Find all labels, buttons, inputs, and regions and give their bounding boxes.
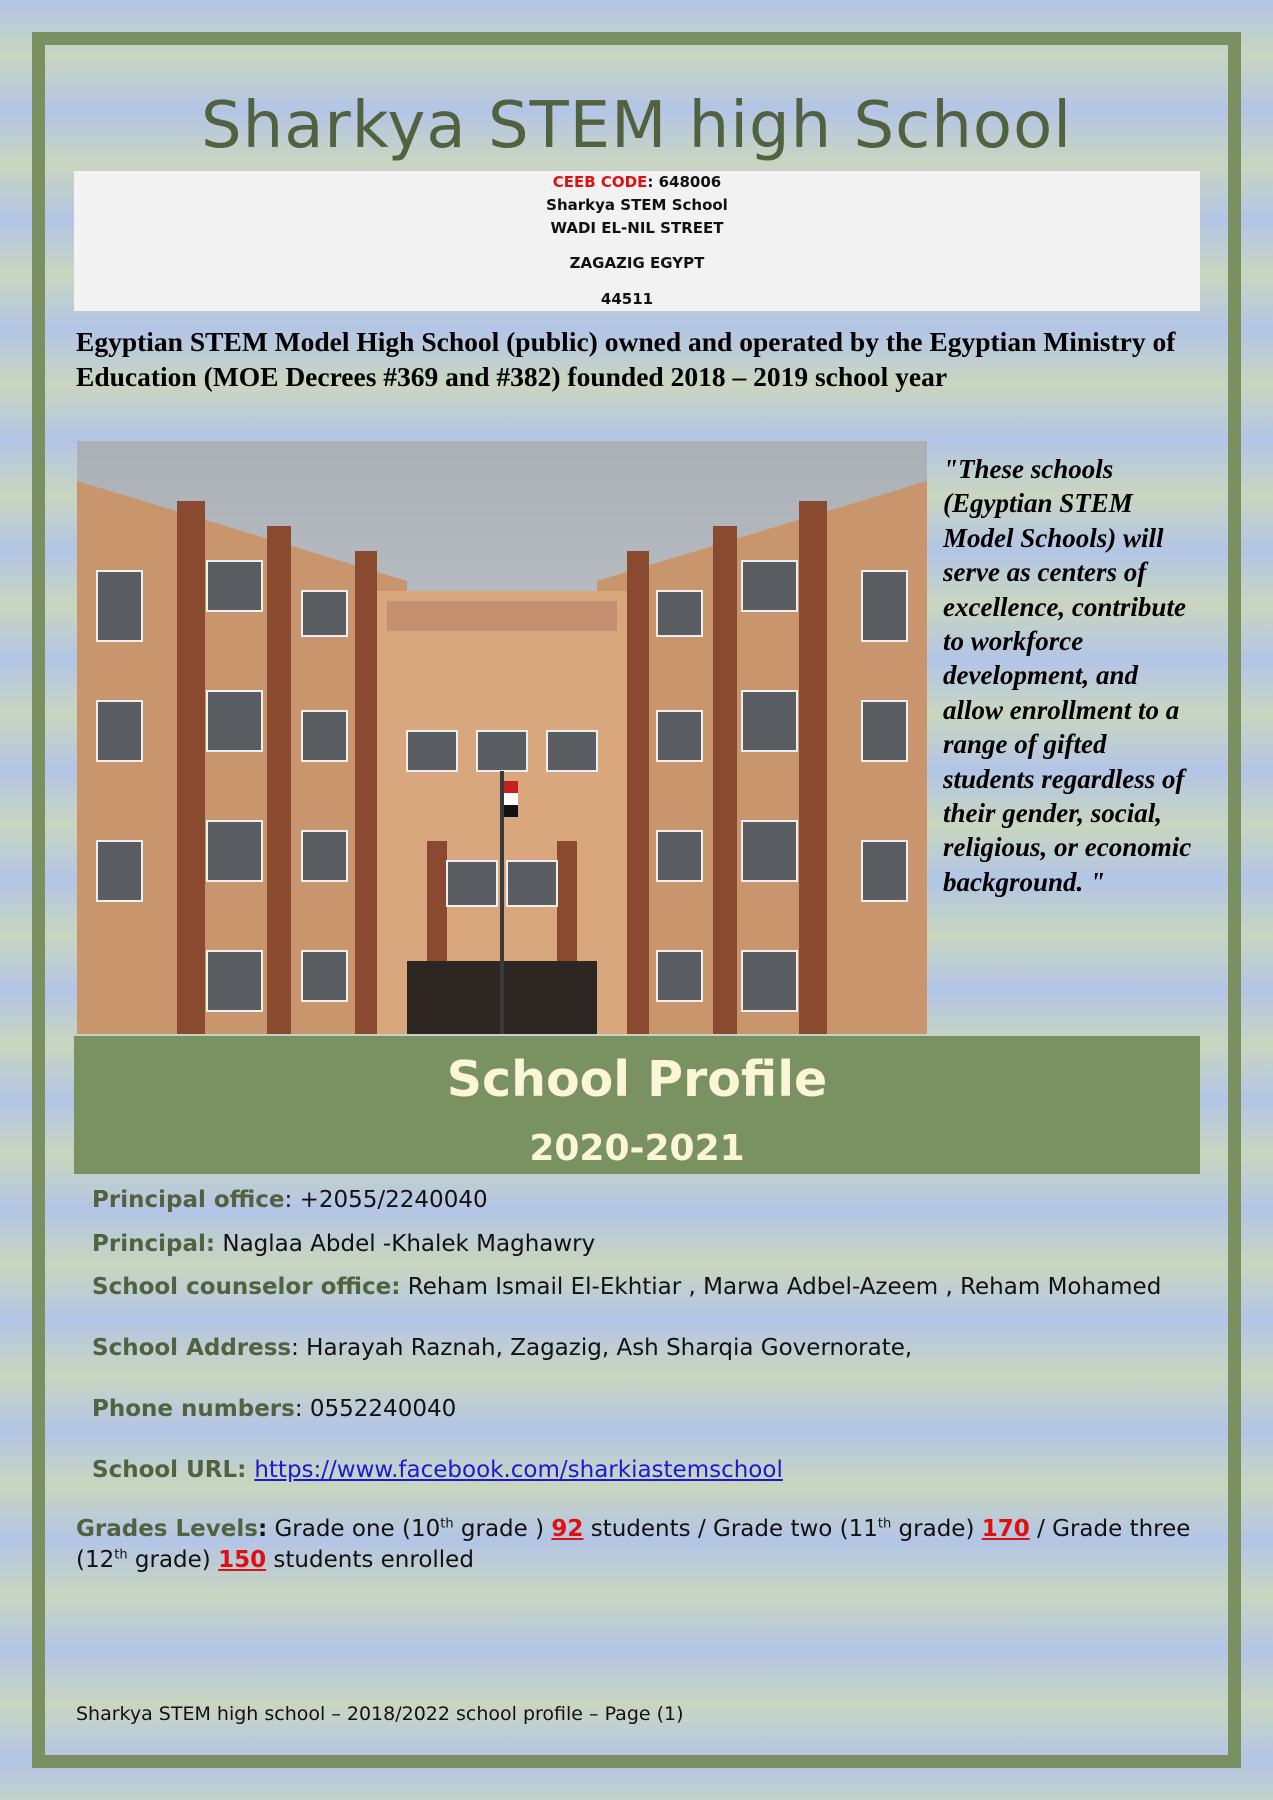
grades-label: Grades Levels	[76, 1516, 258, 1542]
grades-levels-paragraph	[76, 1514, 1206, 1576]
grade-one-text-2: grade )	[453, 1516, 552, 1542]
grade-one-sup: th	[440, 1516, 454, 1532]
grades-colon: :	[257, 1516, 268, 1542]
ceeb-school: Sharkya STEM School	[546, 196, 728, 214]
school-building-photo	[77, 441, 927, 1034]
school-profile-banner	[74, 1036, 1200, 1174]
school-url-link[interactable]: https://www.facebook.com/sharkiastemschool	[254, 1457, 783, 1483]
address-value: : Harayah Raznah, Zagazig, Ash Sharqia Governorate,	[291, 1335, 913, 1361]
phone-row	[92, 1396, 456, 1422]
principal-value: Naglaa Abdel -Khalek Maghawry	[215, 1231, 596, 1257]
ministry-quote: "These schools (Egyptian STEM Model Schools) will serve as centers of excellence, contribute to workforce development, and allow enrollment to a range of gifted students regardless of their gender, social, religious, or economic background. "	[943, 454, 1192, 897]
grade-one-text: Grade one (10	[267, 1516, 441, 1542]
address-row	[92, 1335, 912, 1361]
grade-three-text-2: grade)	[127, 1547, 219, 1573]
principal-label: Principal:	[92, 1231, 216, 1257]
url-row	[92, 1457, 783, 1483]
grades-tail: students enrolled	[266, 1547, 474, 1573]
url-separator: :	[237, 1457, 255, 1483]
grade-three-count: 150	[218, 1547, 267, 1573]
principal-office-row	[92, 1187, 488, 1213]
grade-one-count: 92	[551, 1516, 584, 1542]
counselor-row	[92, 1274, 1161, 1300]
address-label: School Address	[92, 1335, 292, 1361]
banner-year: 2020-2021	[529, 1128, 745, 1169]
grade-two-text: students / Grade two (11	[583, 1516, 878, 1542]
intro-paragraph: Egyptian STEM Model High School (public) owned and operated by the Egyptian Ministry of Education (MOE Decrees #369 and #382) founded 2018 – 2019 school year	[76, 326, 1176, 392]
grade-two-count: 170	[981, 1516, 1030, 1542]
ceeb-code-line	[74, 173, 1200, 191]
ceeb-box	[74, 171, 1200, 311]
page-footer: Sharkya STEM high school – 2018/2022 school profile – Page (1)	[76, 1703, 684, 1725]
counselor-label: School counselor office:	[92, 1274, 401, 1300]
phone-label: Phone numbers	[92, 1396, 295, 1422]
url-label: School URL	[92, 1457, 238, 1483]
grade-three-sup: th	[114, 1547, 128, 1563]
ceeb-city: ZAGAZIG EGYPT	[569, 254, 705, 272]
ceeb-code: : 648006	[647, 173, 722, 191]
principal-office-label: Principal office	[92, 1187, 285, 1213]
grade-two-sup: th	[877, 1516, 892, 1532]
ceeb-label: CEEB CODE	[552, 173, 648, 191]
ceeb-postal: 44511	[600, 290, 654, 308]
grade-three-text: / Grade three (12	[76, 1516, 1191, 1573]
banner-title: School Profile	[446, 1051, 828, 1108]
principal-row	[92, 1231, 595, 1257]
phone-value: : 0552240040	[294, 1396, 457, 1422]
grade-two-text-2: grade)	[891, 1516, 982, 1542]
principal-office-value: : +2055/2240040	[284, 1187, 488, 1213]
counselor-value: Reham Ismail El-Ekhtiar , Marwa Adbel-Azeem , Reham Mohamed	[400, 1274, 1162, 1300]
page-title: Sharkya STEM high School	[201, 89, 1072, 163]
ceeb-street: WADI EL-NIL STREET	[550, 219, 724, 237]
